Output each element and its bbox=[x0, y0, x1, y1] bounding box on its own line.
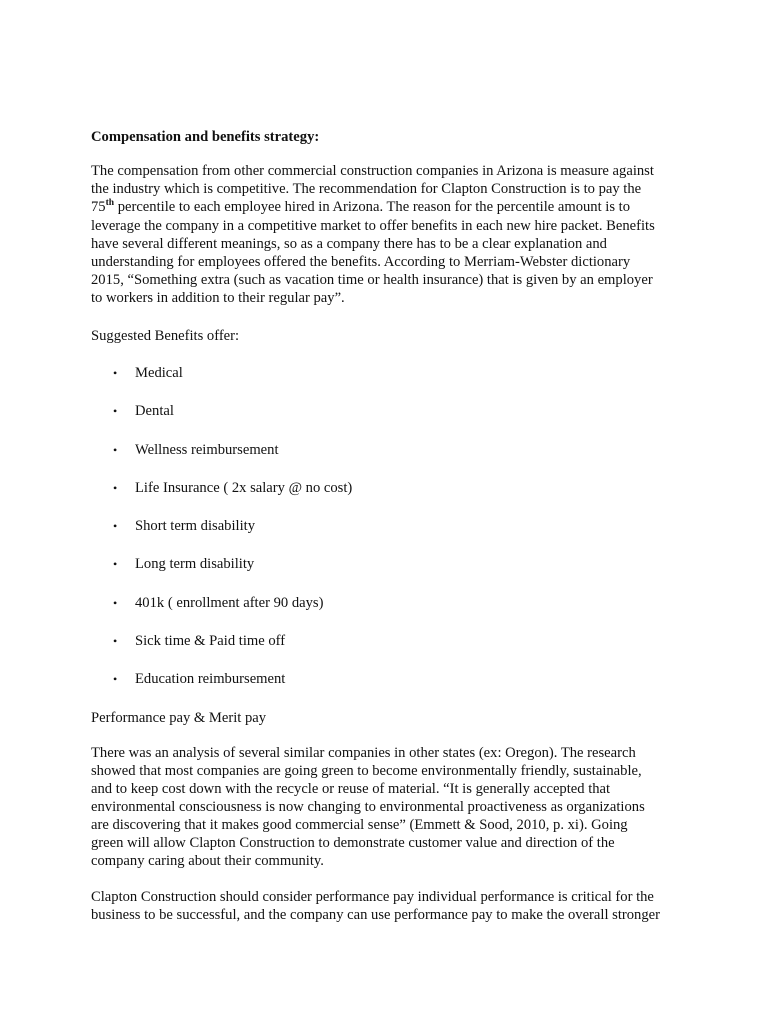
bullet-icon: • bbox=[113, 366, 118, 380]
paragraph-line: green will allow Clapton Construction to demonstrate customer value and direction of the bbox=[91, 834, 615, 851]
list-item-text: Wellness reimbursement bbox=[135, 441, 279, 458]
paragraph-line: understanding for employees offered the benefits. According to Merriam-Webster dictionary bbox=[91, 254, 631, 270]
list-item-text: 401k ( enrollment after 90 days) bbox=[135, 594, 324, 611]
benefits-list bbox=[91, 364, 691, 688]
paragraph-line: 2015, “Something extra (such as vacation time or health insurance) that is given by an employer bbox=[91, 272, 653, 288]
paragraph-line: and to keep cost down with the recycle or reuse of material. “It is generally accepted that bbox=[91, 780, 611, 797]
paragraph-line: leverage the company in a competitive market to offer benefits in each new hire packet. Benefits bbox=[91, 218, 655, 234]
compensation-paragraph bbox=[91, 162, 691, 307]
list-item bbox=[91, 517, 691, 535]
list-item bbox=[91, 479, 691, 497]
bullet-icon: • bbox=[113, 480, 118, 495]
paragraph-line: showed that most companies are going green to become environmentally friendly, sustainable, bbox=[91, 762, 642, 779]
suggested-benefits-label: Suggested Benefits offer: bbox=[91, 328, 240, 344]
list-item bbox=[91, 364, 691, 382]
bullet-icon: • bbox=[113, 519, 118, 534]
list-item-text: Short term disability bbox=[135, 518, 255, 535]
list-item-text: Long term disability bbox=[135, 556, 255, 573]
paragraph-line: The compensation from other commercial construction companies in Arizona is measure against bbox=[91, 163, 654, 179]
list-item bbox=[91, 402, 691, 420]
list-item-text: Education reimbursement bbox=[135, 671, 286, 688]
list-item-text: Life Insurance ( 2x salary @ no cost) bbox=[135, 479, 353, 496]
paragraph-line: to workers in addition to their regular pay”. bbox=[91, 290, 345, 306]
list-item bbox=[91, 632, 691, 650]
research-paragraph bbox=[91, 744, 691, 870]
paragraph-spacer bbox=[91, 870, 691, 888]
bullet-icon: • bbox=[113, 672, 118, 687]
bullet-icon: • bbox=[113, 595, 118, 610]
bullet-icon: • bbox=[113, 634, 118, 649]
performance-pay-title: Performance pay & Merit pay bbox=[91, 709, 267, 726]
performance-paragraph bbox=[91, 888, 691, 924]
list-item bbox=[91, 594, 691, 612]
section-heading: Compensation and benefits strategy: bbox=[91, 129, 320, 145]
bullet-icon: • bbox=[113, 404, 118, 419]
paragraph-line: the industry which is competitive. The recommendation for Clapton Construction is to pay the bbox=[91, 181, 642, 197]
paragraph-spacer bbox=[91, 307, 691, 327]
paragraph-line: There was an analysis of several similar companies in other states (ex: Oregon). The research bbox=[91, 744, 636, 761]
list-item bbox=[91, 555, 691, 573]
paragraph-line-text: percentile to each employee hired in Arizona. The reason for the percentile amount is to bbox=[114, 199, 631, 215]
paragraph-line: are discovering that it makes good commercial sense” (Emmett & Sood, 2010, p. xi). Going bbox=[91, 816, 628, 833]
paragraph-line bbox=[91, 198, 691, 217]
document-page bbox=[91, 128, 691, 924]
bullet-icon: • bbox=[113, 442, 118, 457]
percentile-number: 75 bbox=[91, 199, 106, 215]
paragraph-line: company caring about their community. bbox=[91, 852, 324, 869]
bullet-icon: • bbox=[113, 557, 118, 572]
paragraph-line: Clapton Construction should consider performance pay individual performance is critical for the bbox=[91, 888, 654, 905]
list-item bbox=[91, 441, 691, 459]
list-item-text: Sick time & Paid time off bbox=[135, 633, 286, 650]
ordinal-superscript: th bbox=[105, 198, 115, 209]
list-item-text: Medical bbox=[135, 365, 183, 381]
list-item bbox=[91, 670, 691, 688]
list-item-text: Dental bbox=[135, 403, 174, 420]
paragraph-line: environmental consciousness is now changing to environmental proactiveness as organizations bbox=[91, 798, 645, 815]
paragraph-line: business to be successful, and the company can use performance pay to make the overall stronger bbox=[91, 906, 660, 923]
paragraph-line: have several different meanings, so as a company there has to be a clear explanation and bbox=[91, 236, 607, 252]
